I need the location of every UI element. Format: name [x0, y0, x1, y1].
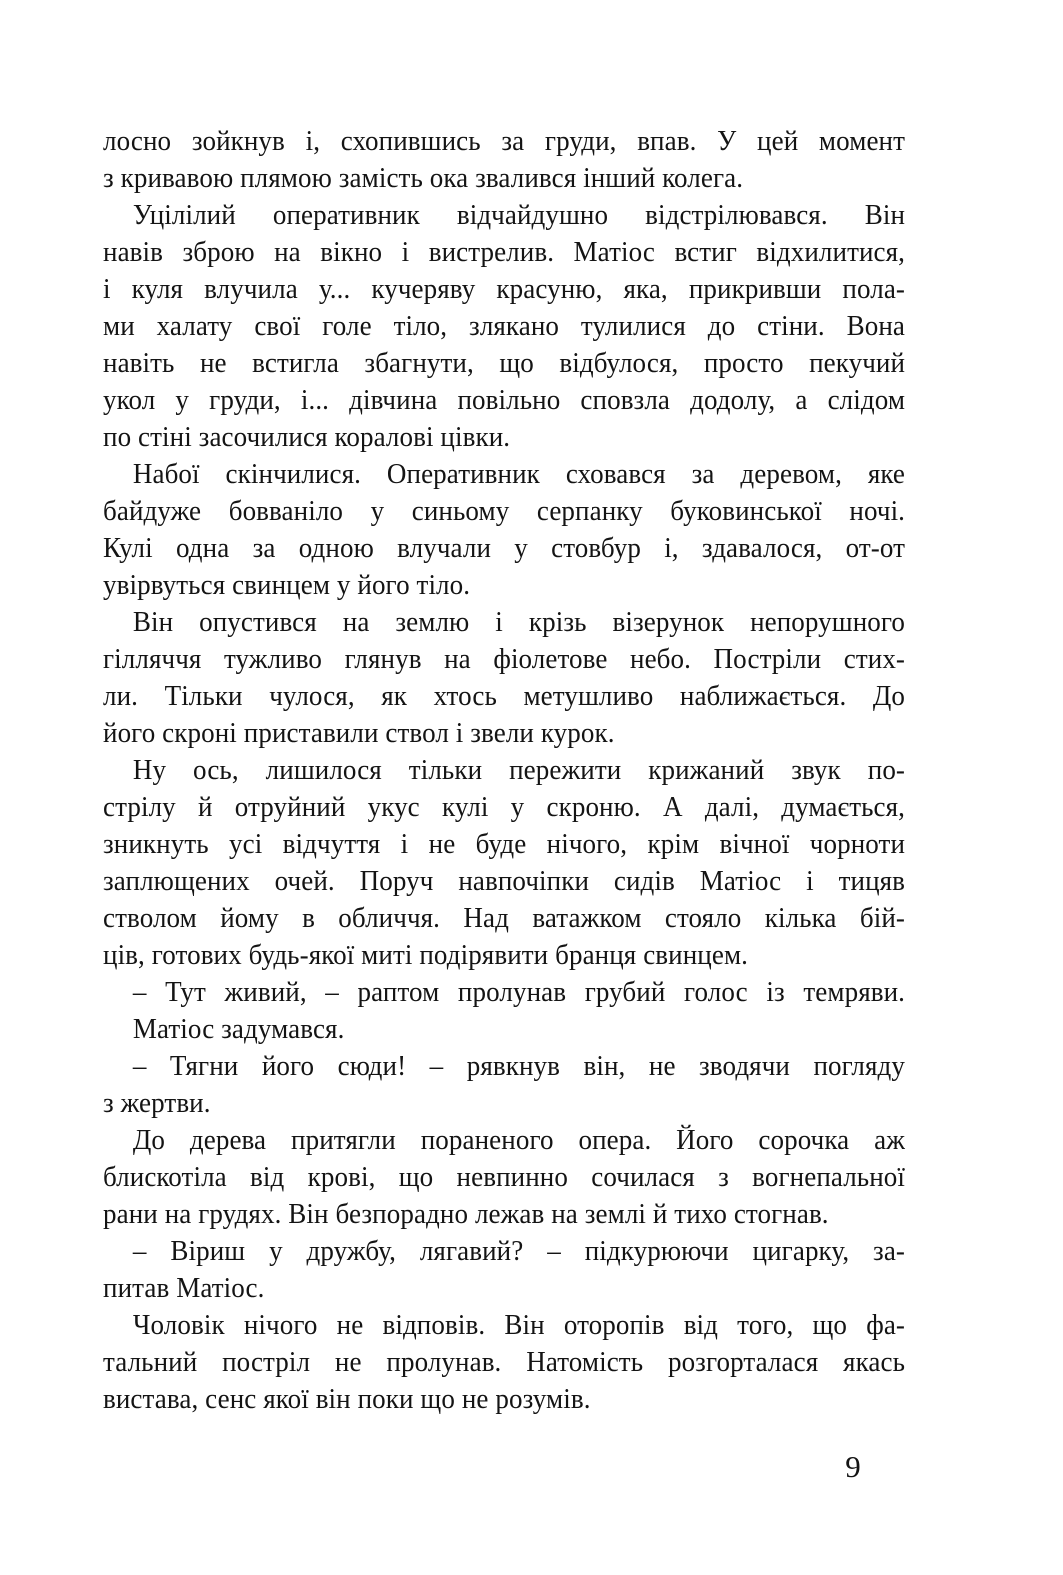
text-line: Набої скінчилися. Оперативник сховався за деревом, яке [132, 458, 906, 490]
text-line: – Тягни його сюди! – рявкнув він, не зводячи погляду [132, 1050, 906, 1082]
text-line: Уцілілий оперативник відчайдушно відстрілювався. Він [132, 199, 906, 231]
text-line: – Тут живий, – раптом пролунав грубий голос із темряви. [132, 976, 906, 1008]
text-line: увірвуться свинцем у його тіло. [103, 569, 471, 601]
text-line: заплющених очей. Поруч навпочіпки сидів Матіос і тицяв [103, 865, 906, 897]
paragraph [103, 1048, 905, 1122]
text-line: і куля влучила у... кучеряву красуню, яка, прикривши пола- [103, 273, 906, 305]
paragraph [103, 604, 905, 752]
text-line: зникнуть усі відчуття і не буде нічого, крім вічної чорноти [103, 828, 906, 860]
paragraph [103, 456, 905, 604]
paragraph [103, 1307, 905, 1418]
text-line: стволом йому в обличчя. Над ватажком стояло кілька бій- [103, 902, 906, 934]
paragraph [103, 197, 905, 456]
paragraph [103, 1011, 905, 1048]
page-number: 9 [845, 1449, 861, 1484]
page-text [103, 123, 905, 1418]
text-line: з жертви. [103, 1087, 211, 1119]
text-line: – Віриш у дружбу, лягавий? – підкурюючи цигарку, за- [132, 1235, 906, 1267]
text-line: лосно зойкнув і, схопившись за груди, впав. У цей момент [103, 125, 906, 157]
text-line: рани на грудях. Він безпорадно лежав на землі й тихо стогнав. [103, 1198, 829, 1230]
text-line: стрілу й отруйний укус кулі у скроню. А далі, думається, [103, 791, 906, 823]
text-line: блискотіла від крові, що невпинно сочилася з вогнепальної [103, 1161, 906, 1193]
text-line: його скроні приставили ствол і звели курок. [103, 717, 615, 749]
paragraph [103, 123, 905, 197]
text-line: гілляччя тужливо глянув на фіолетове небо. Постріли стих- [103, 643, 906, 675]
text-line: навіть не встигла збагнути, що відбулося, просто пекучий [103, 347, 906, 379]
text-line: Матіос задумався. [132, 1013, 345, 1045]
text-line: байдуже бовваніло у синьому серпанку буковинської ночі. [103, 495, 906, 527]
paragraph [103, 1233, 905, 1307]
text-line: ли. Тільки чулося, як хтось метушливо наближається. До [103, 680, 906, 712]
paragraph [103, 1122, 905, 1233]
text-line: укол у груди, і... дівчина повільно сповзла додолу, а слідом [103, 384, 906, 416]
text-line: Він опустився на землю і крізь візерунок непорушного [132, 606, 906, 638]
text-line: питав Матіос. [103, 1272, 265, 1304]
text-line: тальний постріл не пролунав. Натомість розгорталася якась [103, 1346, 906, 1378]
text-line: До дерева притягли пораненого опера. Його сорочка аж [132, 1124, 906, 1156]
text-line: ми халату свої голе тіло, злякано тулилися до стіни. Вона [103, 310, 906, 342]
text-line: з кривавою плямою замість ока звалився інший колега. [103, 162, 744, 194]
text-line: ців, готових будь-якої миті подірявити бранця свинцем. [103, 939, 749, 971]
text-line: Ну ось, лишилося тільки пережити крижаний звук по- [132, 754, 906, 786]
text-line: Кулі одна за одною влучали у стовбур і, здавалося, от-от [103, 532, 906, 564]
text-line: по стіні засочилися коралові цівки. [103, 421, 511, 453]
text-line: навів зброю на вікно і вистрелив. Матіос встиг відхилитися, [103, 236, 906, 268]
paragraph [103, 752, 905, 974]
text-line: Чоловік нічого не відповів. Він оторопів від того, що фа- [132, 1309, 906, 1341]
text-line: вистава, сенс якої він поки що не розумів. [103, 1383, 591, 1415]
paragraph [103, 974, 905, 1011]
